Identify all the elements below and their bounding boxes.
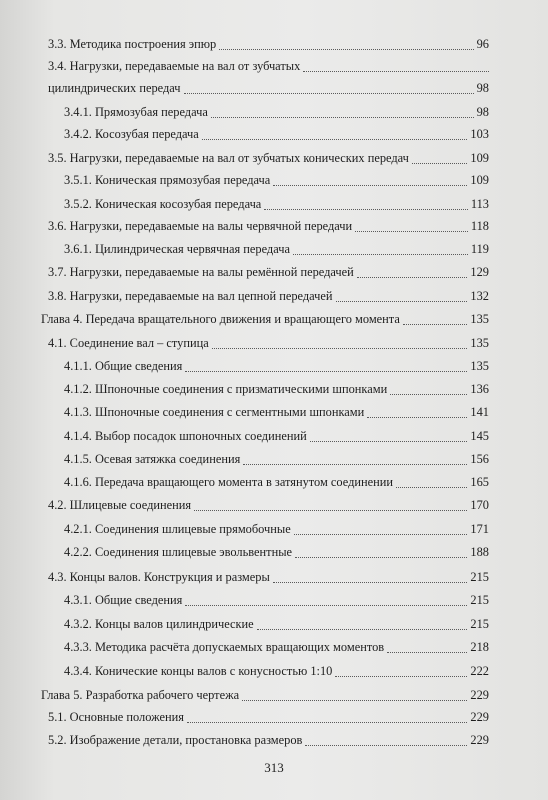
toc-entry-page: 109	[470, 151, 489, 165]
toc-entry-title: 3.5. Нагрузки, передаваемые на вал от зубчатых конических передач	[48, 151, 409, 165]
toc-entry-page: 119	[470, 242, 489, 256]
toc-entry-page: 218	[470, 640, 489, 654]
toc-leader-line	[212, 348, 467, 349]
toc-entry	[0, 474, 548, 490]
toc-leader-line	[257, 629, 467, 630]
toc-entry-title: 4.3.1. Общие сведения	[64, 593, 183, 607]
toc-entry-page: 136	[470, 382, 489, 396]
toc-entry-title: 4.3.3. Методика расчёта допускаемых вращающих моментов	[64, 640, 385, 654]
toc-entry-page: 98	[476, 105, 489, 119]
toc-leader-line	[355, 231, 468, 232]
toc-entry-title: 4.1.2. Шпоночные соединения с призматическими шпонками	[64, 382, 388, 396]
toc-entry	[0, 569, 548, 585]
toc-leader-line	[264, 209, 468, 210]
toc-entry-page: 165	[470, 475, 489, 489]
toc-entry	[0, 732, 548, 748]
toc-entry	[0, 150, 548, 166]
toc-entry-title: 4.3.2. Концы валов цилиндрические	[64, 617, 254, 631]
toc-entry-page: 96	[476, 37, 489, 51]
toc-leader-line	[357, 277, 467, 278]
toc-leader-line	[243, 464, 467, 465]
toc-entry-title: 4.3.4. Конические концы валов с конусностью 1:10	[64, 664, 333, 678]
toc-leader-line	[390, 394, 467, 395]
toc-entry-title: 4.1.5. Осевая затяжка соединения	[64, 452, 241, 466]
toc-entry	[0, 639, 548, 655]
toc-leader-line	[187, 722, 467, 723]
toc-entry	[0, 172, 548, 188]
toc-leader-line	[273, 582, 467, 583]
toc-entry-title: 5.1. Основные положения	[48, 710, 184, 724]
toc-entry-title: 3.6. Нагрузки, передаваемые на валы червячной передачи	[48, 219, 353, 233]
toc-entry-title: 4.2. Шлицевые соединения	[48, 498, 192, 512]
toc-leader-line	[367, 417, 467, 418]
toc-leader-line	[242, 700, 467, 701]
toc-entry-title: 3.4. Нагрузки, передаваемые на вал от зубчатых	[48, 59, 301, 73]
toc-entry-title: 4.2.2. Соединения шлицевые эвольвентные	[64, 545, 293, 559]
toc-entry	[0, 80, 548, 96]
toc-entry	[0, 358, 548, 374]
toc-leader-line	[403, 324, 467, 325]
toc-leader-line	[295, 557, 467, 558]
toc-entry-title: 4.1. Соединение вал – ступица	[48, 336, 209, 350]
toc-entry	[0, 264, 548, 280]
toc-leader-line	[387, 652, 467, 653]
toc-entry-page: 145	[470, 429, 489, 443]
toc-entry	[0, 126, 548, 142]
toc-entry-page: 98	[476, 81, 489, 95]
toc-leader-line	[294, 534, 467, 535]
page-number: 313	[264, 760, 284, 775]
toc-entry-page: 229	[470, 710, 489, 724]
toc-entry	[0, 218, 548, 234]
toc-leader-line	[211, 117, 474, 118]
toc-entry-title: 4.3. Концы валов. Конструкция и размеры	[48, 570, 270, 584]
toc-entry-title: 3.3. Методика построения эпюр	[48, 37, 217, 51]
toc-entry-title: 3.5.2. Коническая косозубая передача	[64, 197, 262, 211]
toc-entry	[0, 36, 548, 52]
toc-entry	[0, 311, 548, 327]
toc-entry-title: 4.1.6. Передача вращающего момента в затянутом соединении	[64, 475, 394, 489]
toc-entry	[0, 104, 548, 120]
toc-leader-line	[310, 441, 467, 442]
toc-entry	[0, 428, 548, 444]
toc-entry-page: 170	[470, 498, 489, 512]
toc-entry	[0, 709, 548, 725]
toc-entry-title: 4.2.1. Соединения шлицевые прямобочные	[64, 522, 291, 536]
toc-entry-page: 222	[470, 664, 489, 678]
toc-leader-line	[219, 49, 474, 50]
toc-entry-page: 103	[470, 127, 489, 141]
toc-entry	[0, 451, 548, 467]
toc-entry-page: 129	[470, 265, 489, 279]
toc-leader-line	[202, 139, 467, 140]
toc-leader-line	[184, 93, 474, 94]
toc-entry-title: 3.7. Нагрузки, передаваемые на валы ремённой передачей	[48, 265, 354, 279]
toc-entry-page: 156	[470, 452, 489, 466]
toc-entry-page: 215	[470, 570, 489, 584]
toc-entry	[0, 381, 548, 397]
toc-entry-title: 4.1.3. Шпоночные соединения с сегментными шпонками	[64, 405, 365, 419]
toc-entry-title: 3.4.1. Прямозубая передача	[64, 105, 208, 119]
toc-entry	[0, 404, 548, 420]
toc-entry-page: 229	[470, 733, 489, 747]
toc-entry	[0, 544, 548, 560]
toc-entry-page: 215	[470, 593, 489, 607]
toc-entry-title: цилиндрических передач	[48, 81, 181, 95]
toc-entry-page: 171	[470, 522, 489, 536]
toc-entry-title: 4.1.1. Общие сведения	[64, 359, 183, 373]
toc-leader-line	[303, 71, 489, 72]
toc-leader-line	[335, 676, 467, 677]
toc-entry-title: 5.2. Изображение детали, простановка размеров	[48, 733, 303, 747]
toc-entry-title: 4.1.4. Выбор посадок шпоночных соединений	[64, 429, 307, 443]
toc-entry	[0, 687, 548, 703]
toc-entry	[0, 663, 548, 679]
toc-entry-page: 215	[470, 617, 489, 631]
toc-leader-line	[412, 163, 467, 164]
toc-entry-page: 113	[470, 197, 489, 211]
toc-leader-line	[273, 185, 467, 186]
toc-entry	[0, 497, 548, 513]
toc-entry-page: 188	[470, 545, 489, 559]
toc-entry-page: 109	[470, 173, 489, 187]
toc-entry	[0, 196, 548, 212]
toc-entry-page: 135	[470, 336, 489, 350]
toc-leader-line	[185, 371, 467, 372]
toc-leader-line	[185, 605, 467, 606]
toc-entry-title: Глава 4. Передача вращательного движения и вращающего момента	[41, 312, 400, 326]
toc-entry-page: 135	[470, 312, 489, 326]
toc-entry	[0, 58, 548, 74]
toc-entry	[0, 288, 548, 304]
toc-leader-line	[396, 487, 467, 488]
toc-entry	[0, 241, 548, 257]
toc-entry-title: 3.5.1. Коническая прямозубая передача	[64, 173, 271, 187]
toc-entry	[0, 592, 548, 608]
toc-leader-line	[305, 745, 467, 746]
toc-entry-page: 141	[470, 405, 489, 419]
toc-entry-page: 229	[470, 688, 489, 702]
toc-entry	[0, 521, 548, 537]
toc-entry-title: Глава 5. Разработка рабочего чертежа	[41, 688, 240, 702]
toc-entry-page: 135	[470, 359, 489, 373]
toc-leader-line	[336, 301, 467, 302]
toc-entry-page: 132	[470, 289, 489, 303]
toc-entry-title: 3.8. Нагрузки, передаваемые на вал цепной передачей	[48, 289, 333, 303]
toc-entry	[0, 335, 548, 351]
toc-leader-line	[194, 510, 467, 511]
toc-entry	[0, 616, 548, 632]
toc-entry-page: 118	[470, 219, 489, 233]
toc-entry-title: 3.4.2. Косозубая передача	[64, 127, 199, 141]
toc-leader-line	[293, 254, 468, 255]
toc-entry-title: 3.6.1. Цилиндрическая червячная передача	[64, 242, 290, 256]
